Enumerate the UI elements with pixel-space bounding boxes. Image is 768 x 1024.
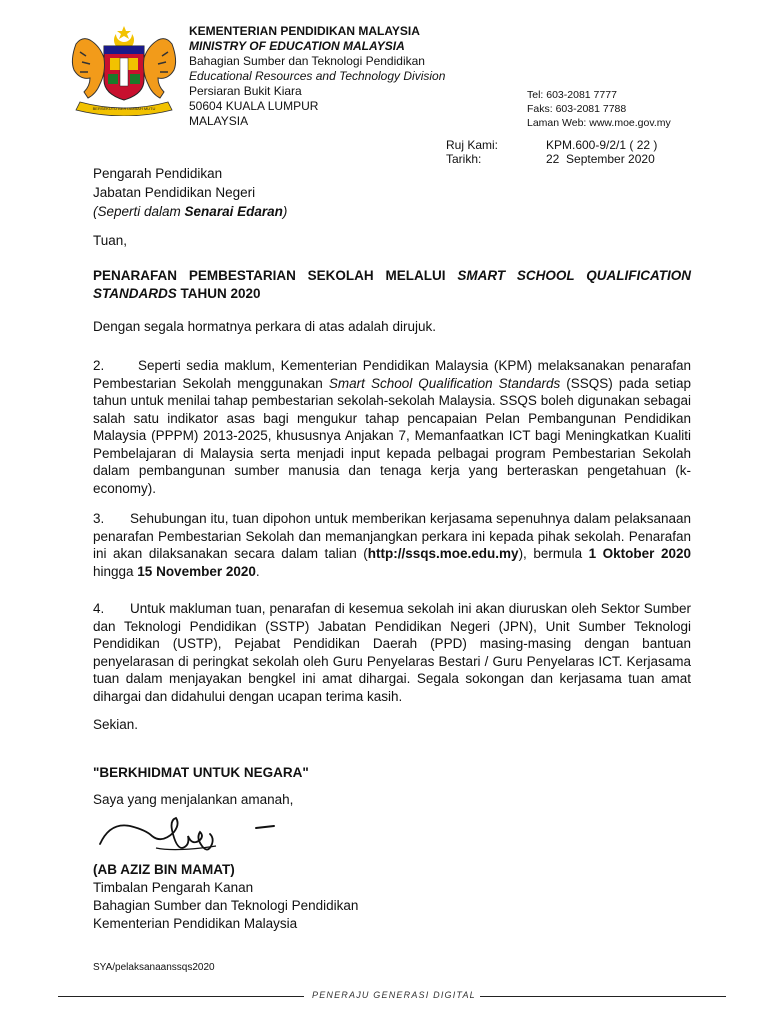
recipient-line-3: (Seperti dalam Senarai Edaran) [93,204,288,219]
ministry-name-en: MINISTRY OF EDUCATION MALAYSIA [189,39,405,53]
date-value: 22 September 2020 [546,152,655,166]
signer-block [93,861,691,933]
website: Laman Web: www.moe.gov.my [527,117,671,129]
signature-image [96,808,286,860]
paragraph-4: 4. Untuk makluman tuan, penarafan di kesemua sekolah ini akan diuruskan oleh Sektor Sumber dan Teknologi Pendidikan (SSTP) Jabatan Pendidikan Negeri (JPN), Unit Sumber Teknologi Pendidikan (USTP), Pejabat Pendidikan Daerah (PPD) masing-masing dengan bantuan penyelarasan di peringkat sekolah oleh Guru Penyelaras Bestari / Guru Penyelaras ICT. Kerjasama tuan dalam menjayakan bengkel ini amat dihargai. Segala sokongan dan kerjasama tuan amat dihargai dan didahului dengan ucapan terima kasih. [93,601,691,704]
signer-name: (AB AZIZ BIN MAMAT) [93,862,235,877]
system-url-link[interactable]: http://ssqs.moe.edu.my [367,546,519,561]
signer-position: Timbalan Pengarah Kanan [93,880,254,895]
salutation: Tuan, [93,233,128,248]
signer-division: Bahagian Sumber dan Teknologi Pendidikan [93,898,359,913]
recipient-line-2: Jabatan Pendidikan Negeri [93,185,256,200]
letterhead [189,24,445,129]
motto: "BERKHIDMAT UNTUK NEGARA" [93,765,309,780]
paragraph-2: 2. Seperti sedia maklum, Kementerian Pendidikan Malaysia (KPM) melaksanakan penarafan Pembestarian Sekolah menggunakan Smart School Qualification Standards (SSQS) pada setiap tahun untuk menilai tahap pembestarian sekolah-sekolah Malaysia. SSQS boleh digunakan sebagai salah satu indikator asas bagi mengukur tahap pencapaian Pelan Pembangunan Pendidikan Malaysia (PPPM) 2013-2025, khususnya Anjakan 7, Memanfaatkan ICT bagi Meningkatkan Kualiti Pembelajaran di Malaysia serta menjadi input kepada pelbagai program Pembestarian Sekolah dalam pembangunan sumber manusia dan tenaga kerja yang berteraskan pengetahuan (k-economy). [93,358,691,496]
file-reference: SYA/pelaksanaanssqs2020 [93,962,215,973]
footer-rule-left [58,996,304,997]
closing-amanah: Saya yang menjalankan amanah, [93,792,294,807]
address-line-3: MALAYSIA [189,114,249,128]
division-name-en: Educational Resources and Technology Division [189,69,446,83]
coat-of-arms-icon [66,24,182,116]
ref-value: KPM.600-9/2/1 ( 22 ) [546,138,658,152]
recipient-block [93,164,287,221]
tel: Tel: 603-2081 7777 [527,89,617,101]
fax: Faks: 603-2081 7788 [527,103,627,115]
closing-sekian: Sekian. [93,717,139,732]
address-line-2: 50604 KUALA LUMPUR [189,99,319,113]
ref-label: Ruj Kami: [446,138,499,152]
paragraph-3: 3. Sehubungan itu, tuan dipohon untuk memberikan kerjasama sepenuhnya dalam pelaksanaan penarafan Pembestarian Sekolah dan memanjangkan perkara ini kepada pihak sekolah. Penarafan ini akan dilaksanakan secara dalam talian (http://ssqs.moe.edu.my), bermula 1 Oktober 2020 hingga 15 November 2020. [93,511,691,579]
footer-tagline: PENERAJU GENERASI DIGITAL [308,990,480,1000]
address-line-1: Persiaran Bukit Kiara [189,84,302,98]
date-label: Tarikh: [446,152,482,166]
division-name-ms: Bahagian Sumber dan Teknologi Pendidikan [189,54,425,68]
contact-block [527,88,671,130]
subject-title: PENARAFAN PEMBESTARIAN SEKOLAH MELALUI SMART SCHOOL QUALIFICATION STANDARDS TAHUN 2020 [93,268,692,301]
reference-block [446,138,657,166]
signer-ministry: Kementerian Pendidikan Malaysia [93,916,298,931]
ministry-name-ms: KEMENTERIAN PENDIDIKAN MALAYSIA [189,24,420,38]
logo-motto: BERSEKUTU BERTAMBAH MUTU [92,106,156,111]
recipient-line-1: Pengarah Pendidikan [93,166,223,181]
footer-rule-right [474,996,726,997]
footer [58,990,726,1002]
paragraph-1: Dengan segala hormatnya perkara di atas adalah dirujuk. [93,319,436,334]
